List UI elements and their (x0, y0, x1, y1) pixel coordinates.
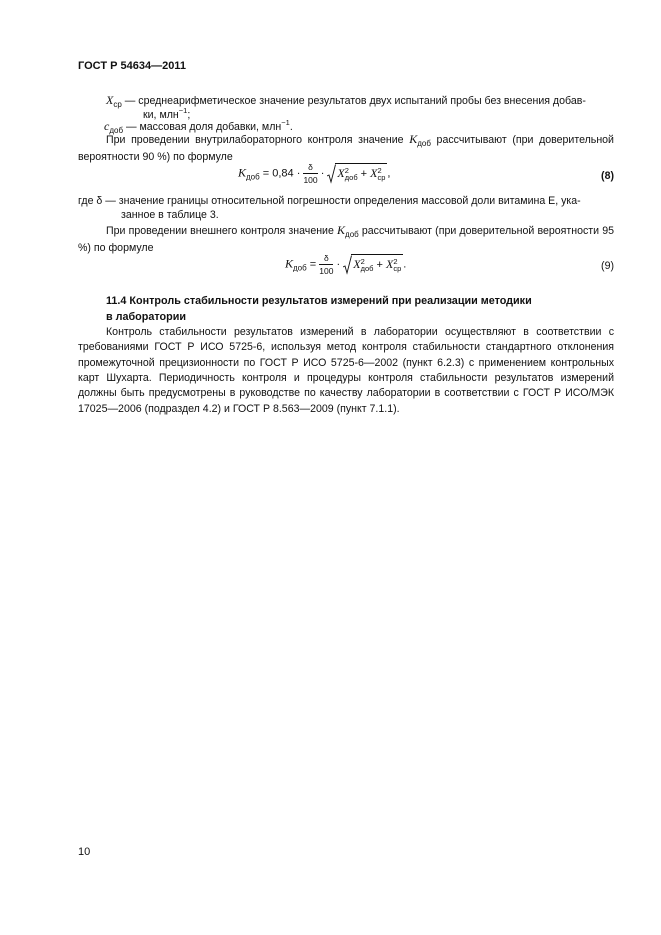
definition-c-dob-text: — массовая доля добавки, млн (123, 121, 282, 133)
symbol-c: c (104, 119, 110, 133)
formula-9-numerator: δ (319, 254, 333, 265)
definition-c-dob-sup: −1 (281, 118, 290, 127)
formula-8-fraction (303, 163, 317, 184)
formula-9-eq: = (306, 258, 320, 271)
formula-8-number: (8) (601, 170, 614, 182)
paragraph-internal-text2: рассчитывают (при доверительной вероятности 90 %) по формуле (78, 134, 614, 163)
formula-9-x2-sub: ср (393, 264, 402, 274)
formula-8-x2-sub: ср (377, 173, 386, 183)
paragraph-external-control (78, 222, 614, 256)
formula-9 (285, 254, 406, 275)
formula-9-fraction (319, 254, 333, 275)
formula-8-plus: + (357, 168, 371, 180)
definition-c-dob-end: . (289, 121, 293, 133)
symbol-c-sub: доб (109, 126, 124, 135)
continuation-text: ки, млн (143, 109, 179, 121)
formula-8-x1-sub: доб (344, 173, 358, 183)
formula-9-dot: · (333, 258, 344, 271)
formula-9-x1-sub: доб (360, 264, 374, 274)
formula-8-sqrt (327, 163, 387, 184)
symbol-k-ext: K (337, 223, 346, 237)
formula-9-lhs: K (285, 256, 294, 271)
formula-9-x1: X (353, 257, 361, 271)
formula-8-dot: · (317, 167, 328, 180)
formula-9-x2: X (385, 257, 394, 271)
continuation-sup: −1 (178, 106, 188, 115)
formula-8 (238, 163, 390, 184)
formula-9-x1-sup: 2 (360, 256, 365, 266)
definition-x-sr-text: — среднеарифметическое значение результатов двух испытаний пробы без внесения добав- (121, 95, 586, 107)
formula-8-x2: X (370, 166, 378, 180)
section-heading-line2: в лаборатории (106, 310, 186, 323)
formula-9-number: (9) (601, 260, 614, 272)
section-heading-line1: 11.4 Контроль стабильности результатов измерений при реализации методики (106, 295, 532, 307)
formula-9-lhs-sub: доб (293, 263, 307, 273)
symbol-k-ext-sub: доб (345, 230, 359, 239)
formula-8-x1: X (337, 166, 345, 180)
section-heading (106, 294, 606, 325)
symbol-x: X (106, 93, 114, 107)
continuation-end: ; (187, 109, 191, 121)
document-header: ГОСТ Р 54634—2011 (78, 60, 186, 72)
formula-9-plus: + (373, 259, 386, 271)
paragraph-external-text1: При проведении внешнего контроля значение (106, 225, 338, 237)
formula-9-x2-sup: 2 (393, 256, 398, 266)
paragraph-internal-control (78, 131, 614, 165)
formula-8-lhs: K (238, 165, 247, 180)
formula-9-end: . (403, 258, 407, 271)
section-body: Контроль стабильности результатов измерений в лаборатории осуществляют в соответствии с требованиями ГОСТ Р ИСО 5725-6, используя метод контроля стабильности стандартного отклонения промежуточной прецизионности по ГОСТ Р ИСО 5725-6—2002 (пункт 6.2.3) с применением контрольных карт Шухарта. Периодичность контроля и процедуры контроля стабильности результатов измерений должны быть предусмотрены в руководстве по качеству лаборатории в соответствии с ГОСТ Р ИСО/МЭК 17025—2006 (подраздел 4.2) и ГОСТ Р 8.563—2009 (пункт 7.1.1). (78, 326, 614, 415)
formula-8-coef: = 0,84 · (259, 167, 304, 180)
formula-8-x1-sup: 2 (344, 165, 349, 175)
symbol-k: K (409, 132, 418, 146)
formula-8-lhs-sub: доб (246, 172, 260, 182)
formula-9-sqrt (343, 254, 403, 275)
formula-8-end: , (387, 167, 391, 180)
symbol-k-sub: доб (417, 139, 431, 148)
where-delta-line1: где δ — значение границы относительной погрешности определения массовой доли витамина Е, ука- (78, 195, 581, 207)
page-number: 10 (78, 846, 91, 858)
paragraph-internal-text1: При проведении внутрилабораторного контроля значение (106, 134, 410, 146)
formula-9-denominator: 100 (319, 265, 334, 276)
formula-8-numerator: δ (303, 163, 317, 174)
symbol-x-sub: ср (113, 100, 122, 109)
where-delta-continuation: занное в таблице 3. (121, 209, 219, 221)
formula-8-denominator: 100 (303, 174, 318, 185)
formula-8-x2-sup: 2 (377, 165, 382, 175)
paragraph-external-text2: рассчитывают (при доверительной вероятности 95 %) по формуле (78, 225, 614, 254)
